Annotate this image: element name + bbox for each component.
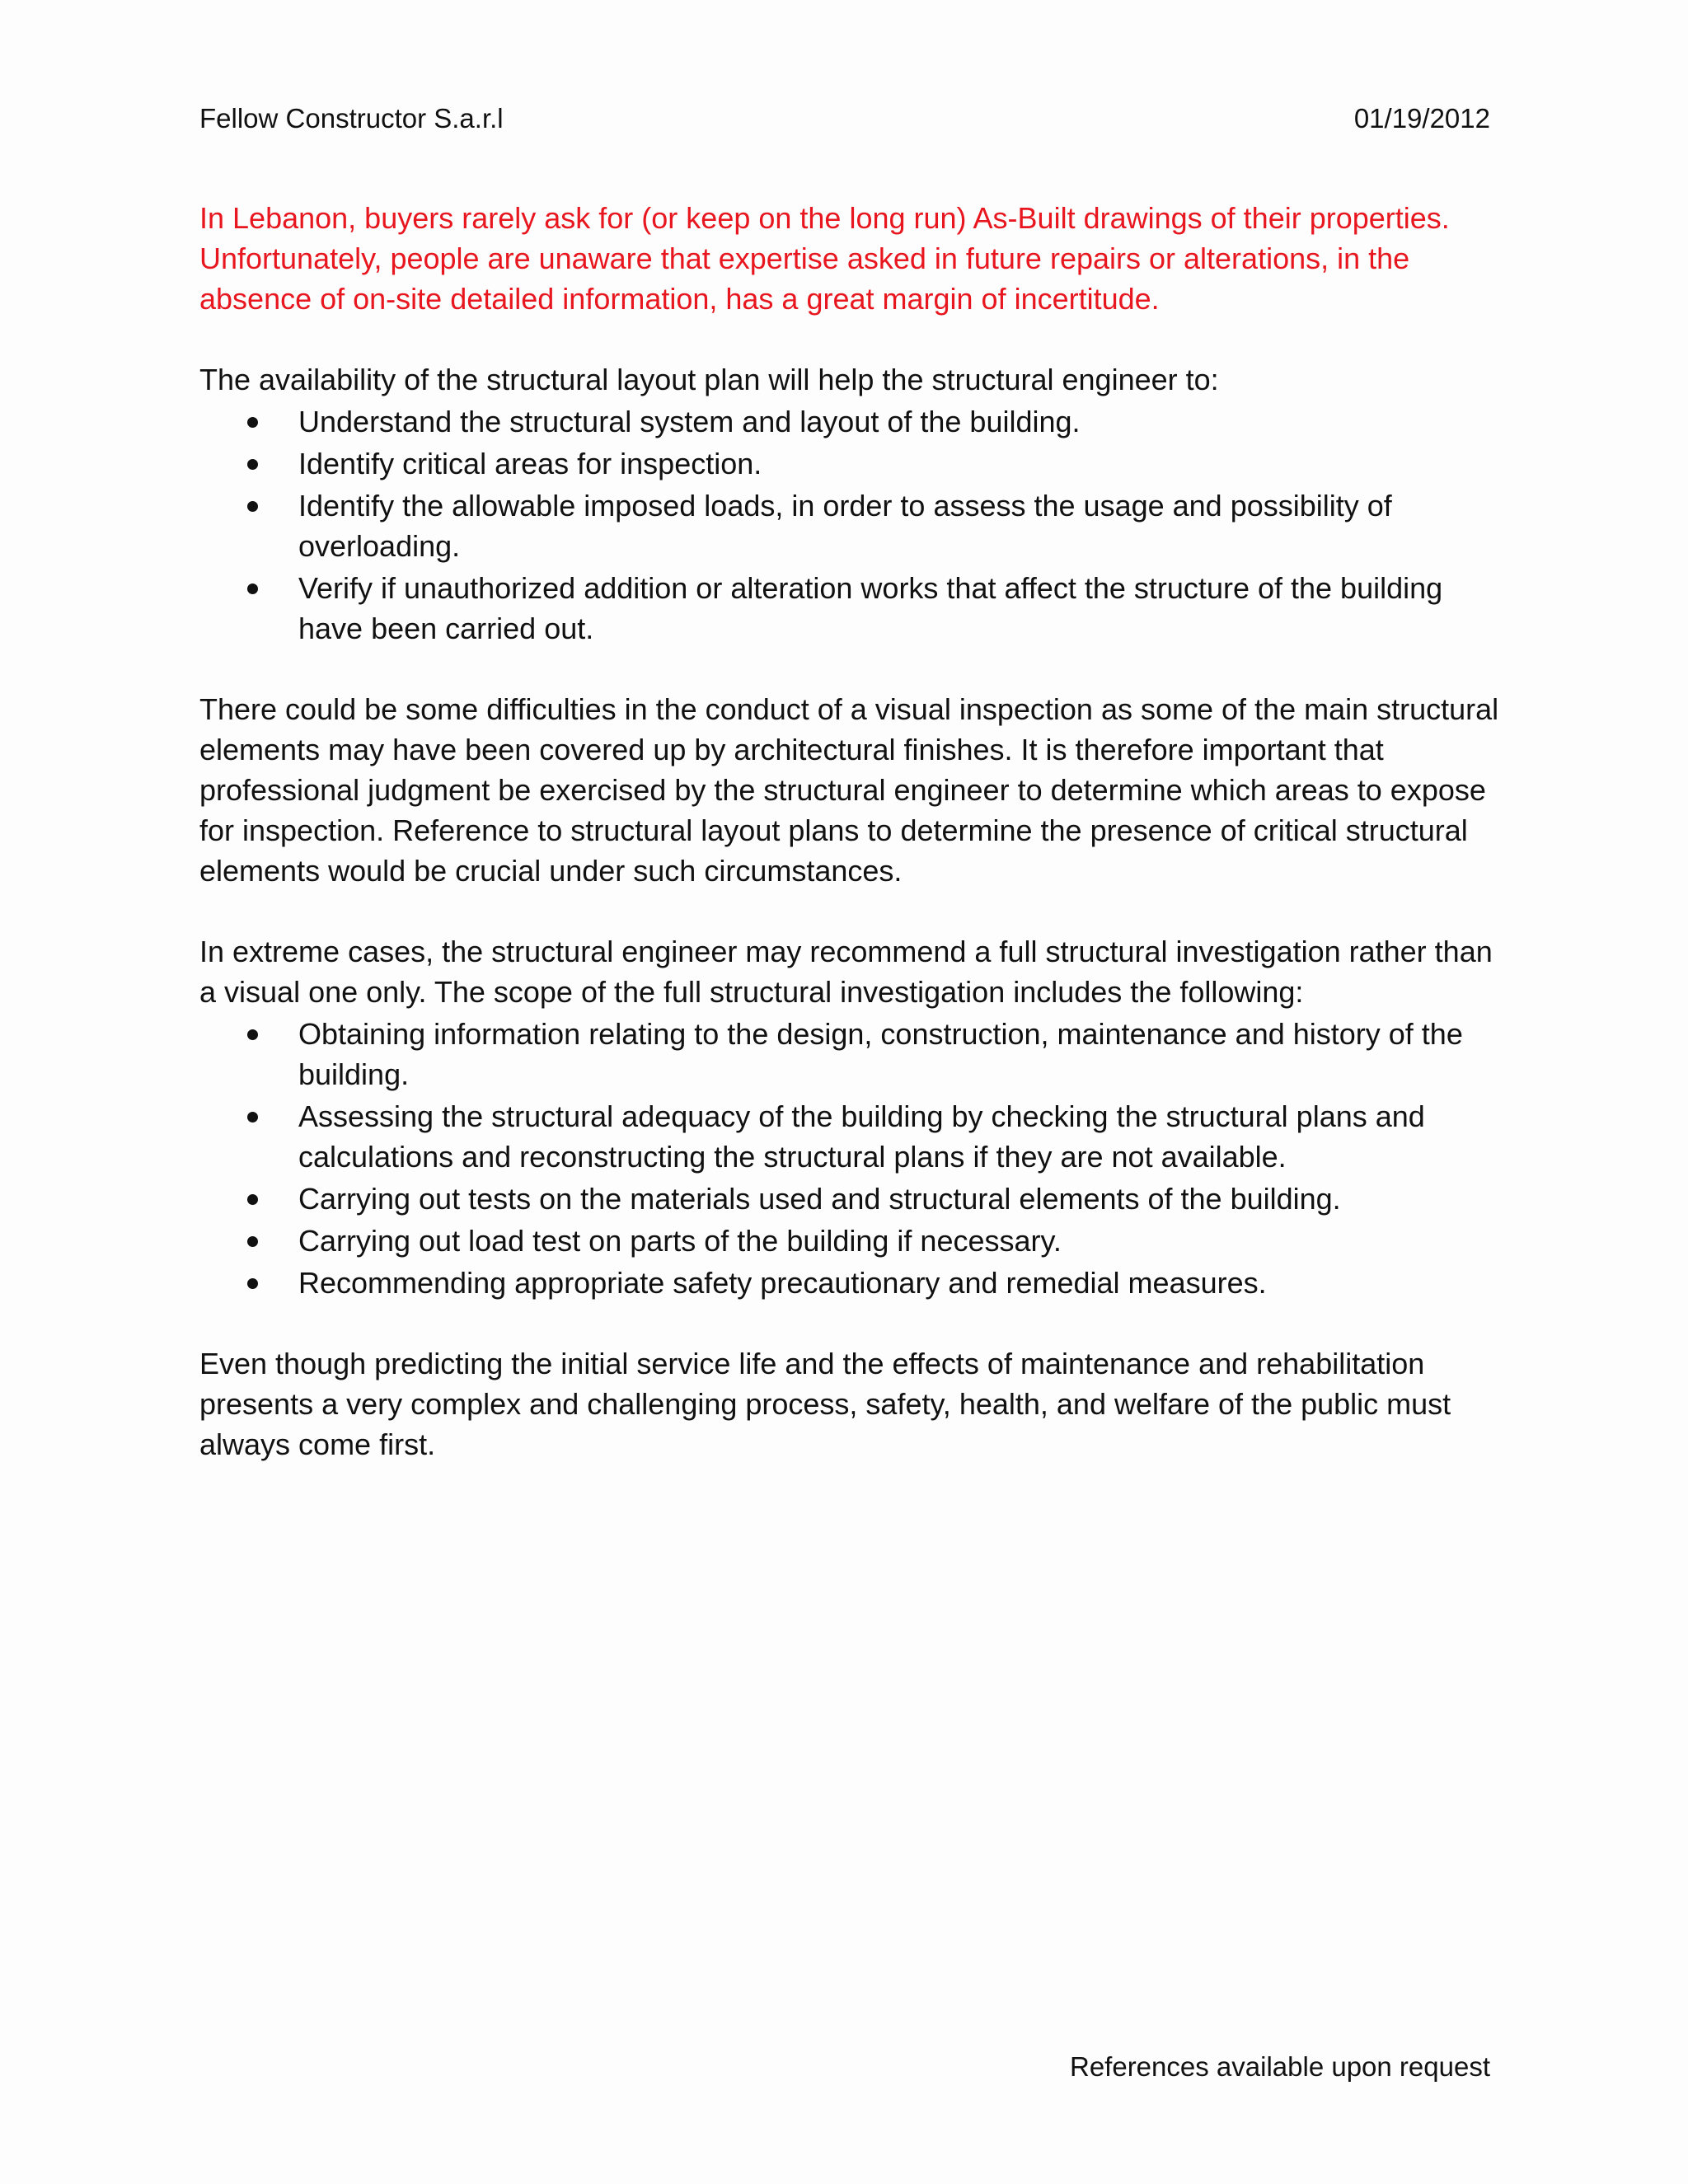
list-item — [298, 443, 1502, 484]
bullet-icon — [247, 501, 258, 512]
company-name: Fellow Constructor S.a.r.l — [199, 103, 504, 134]
list-item-text: Identify critical areas for inspection. — [298, 447, 762, 480]
list-item — [298, 401, 1502, 442]
intro-paragraph: In Lebanon, buyers rarely ask for (or keep on the long run) As-Built drawings of their properties. Unfortunately, people are unaware that expertise asked in future repairs or alterations, in the absence of on-site detailed information, has a great margin of incertitude. — [199, 201, 1450, 316]
list-item — [298, 1221, 1502, 1261]
bullet-icon — [247, 1236, 258, 1247]
investigation-list — [199, 1014, 1502, 1303]
list-item — [298, 568, 1502, 649]
list-item — [298, 1014, 1502, 1094]
document-date: 01/19/2012 — [1353, 103, 1490, 134]
bullet-icon — [247, 1278, 258, 1289]
conclusion-paragraph: Even though predicting the initial service life and the effects of maintenance and rehabilitation presents a very complex and challenging process, safety, health, and welfare of the public must always come first. — [199, 1347, 1451, 1461]
availability-list — [199, 401, 1502, 649]
bullet-icon — [247, 1112, 258, 1122]
difficulties-paragraph: There could be some difficulties in the conduct of a visual inspection as some of the main structural elements may have been covered up by architectural finishes. It is therefore important that professional judgment be exercised by the structural engineer to determine which areas to expose for inspection. Reference to structural layout plans to determine the presence of critical structural elements would be crucial under such circumstances. — [199, 692, 1499, 888]
investigation-lead: In extreme cases, the structural engineer may recommend a full structural investigation rather than a visual one only. The scope of the full structural investigation includes the following: — [199, 935, 1493, 1009]
bullet-icon — [247, 583, 258, 594]
list-item-text: Carrying out load test on parts of the building if necessary. — [298, 1224, 1062, 1258]
page-header — [199, 97, 1490, 140]
document-body — [199, 198, 1502, 1505]
bullet-icon — [247, 1194, 258, 1205]
bullet-icon — [247, 417, 258, 428]
list-item — [298, 1096, 1502, 1177]
page-footer: References available upon request — [1069, 2051, 1490, 2082]
availability-lead: The availability of the structural layout plan will help the structural engineer to: — [199, 363, 1219, 396]
bullet-icon — [247, 1029, 258, 1040]
bullet-icon — [247, 459, 258, 470]
list-item-text: Carrying out tests on the materials used and structural elements of the building. — [298, 1182, 1341, 1216]
list-item-text: Recommending appropriate safety precautionary and remedial measures. — [298, 1266, 1267, 1300]
list-item-text: Identify the allowable imposed loads, in order to assess the usage and possibility of overloading. — [298, 489, 1392, 563]
list-item — [298, 1179, 1502, 1219]
list-item — [298, 1263, 1502, 1303]
list-item-text: Verify if unauthorized addition or alteration works that affect the structure of the building have been carried out. — [298, 571, 1443, 645]
list-item-text: Obtaining information relating to the design, construction, maintenance and history of the building. — [298, 1017, 1463, 1091]
list-item-text: Understand the structural system and layout of the building. — [298, 405, 1081, 438]
list-item — [298, 485, 1502, 566]
list-item-text: Assessing the structural adequacy of the building by checking the structural plans and calculations and reconstructing the structural plans if they are not available. — [298, 1099, 1425, 1174]
